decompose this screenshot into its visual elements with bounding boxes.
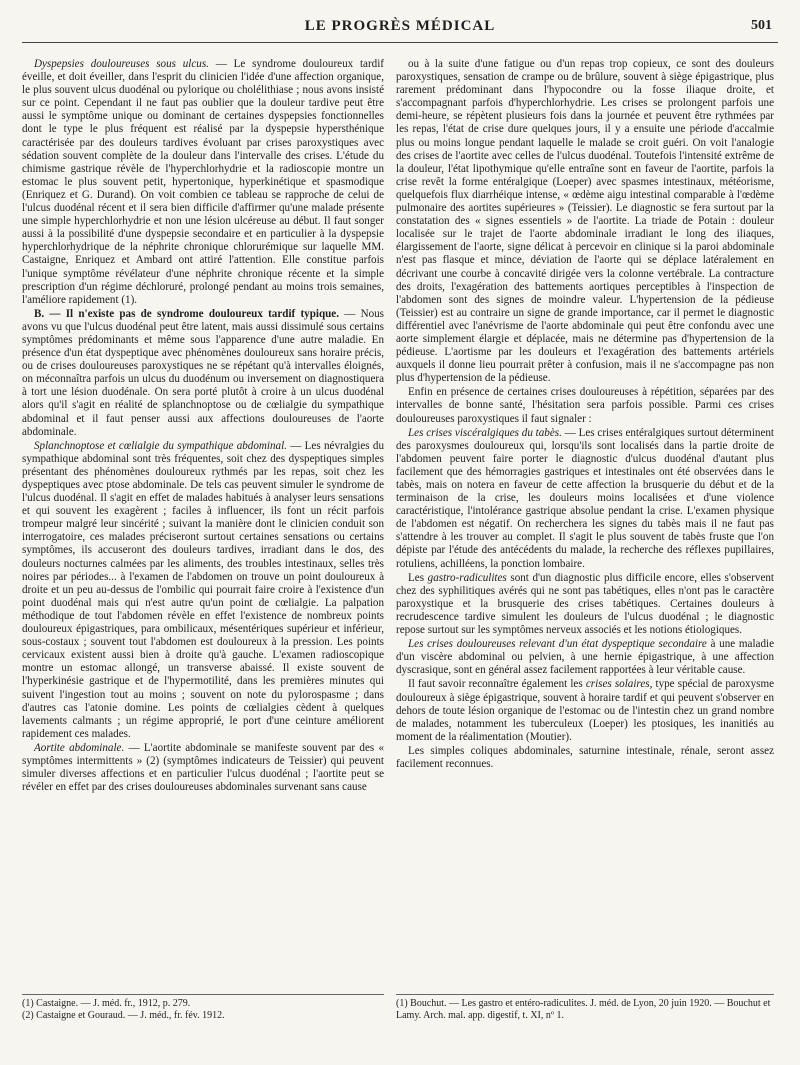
paragraph-text: — Le syndrome douloureux tardif éveille, et doit éveiller, dans l'esprit du clinicien l'idée d'une affection organique, le plus souvent ulcus duodénal ou pylorique ou cholélithiase ; nous avons insisté sur ce point. Cependant il ne faut pas oublier que la douleur tardive peut être aussi le symptôme unique ou dominant de certaines dyspepsies fonctionnelles dont le type le plus fréquent est réalisé par la dyspepsie hypersthénique caractérisée par des douleurs tardives évoluant par crises paroxystiques avec sédation souvent complète de la douleur dans l'intervalle des crises. L'étude du chimisme gastrique révèle de l'hyperchlorhydrie et la radioscopie montre un estomac le plus souvent petit, hypertonique, hyperkinétique et spasmodique (Enriquez et G. Durand). On voit combien ce tableau se rapproche de celui de l'ulcus duodénal récent et il sera bien difficile d'affirmer qu'une malade présente une simple hyperchlorhydrie et non une lésion ulcéreuse au début. Il faut songer aussi à la possibilité d'une dyspepsie secondaire et en particulier à la dyspepsie hyperchlorhydrique de la néphrite chronique chlorurémique sur laquelle MM. Castaigne, Enriquez et Ambard ont attiré l'attention. Elle constitue parfois l'unique symptôme révélateur d'une néphrite chronique récente et la simple prescription d'un régime déchloruré, prolongé pendant au moins trois semaines, l'améliore rapidement (1).: [22, 58, 384, 306]
paragraph: [22, 308, 384, 439]
footnote-rule-right: [396, 994, 774, 995]
italic-lead: gastro-radiculites: [427, 571, 507, 584]
paragraph-text: Les simples coliques abdominales, saturnine intestinale, rénale, seront assez facilement reconnues.: [396, 744, 774, 770]
paragraph-text: type spécial de paroxysme douloureux à siège épigastrique, souvent à horaire tardif et qui peuvent s'observer en dehors de toute lésion organique de l'estomac ou de l'intestin chez un grand nombre de malades, notamment les tuberculeux (Loeper) les ptosiques, les inanitiés au moment de la réalimentation (Moutier).: [396, 678, 774, 743]
footnote: (1) Bouchut. — Les gastro et entéro-radiculites. J. méd. de Lyon, 20 juin 1920. — Bouchut et Lamy. Arch. mal. app. digestif, t. XI, nº 1.: [396, 998, 771, 1021]
italic-lead: Splanchnoptose et cœlialgie du sympathique abdominal.: [34, 439, 287, 452]
paragraph-text: sont d'un diagnostic plus difficile encore, elles s'observent chez des syphilitiques avérés qui ne sont pas tabétiques, elles n'ont pas le caractère paroxystique et la brusquerie des crises tabétiques. Certaines douleurs à recrudescence tardive simulent les douleurs de l'ulcus duodénal ; le diagnostic repose surtout sur les symptômes nerveux associés et les notions étiologiques.: [396, 571, 775, 637]
left-column: [22, 58, 384, 795]
paragraph: [22, 440, 384, 741]
right-column: [396, 58, 774, 772]
running-title: LE PROGRÈS MÉDICAL: [304, 18, 496, 34]
paragraph-text: — Les crises entéralgiques surtout déterminent des paroxysmes douloureux qui, lorsqu'ils sont localisés dans la partie droite de l'abdomen peuvent faire porter le diagnostic d'ulcus duodénal d'autant plus facilement que des hémorragies gastriques et intestinales ont été observées dans le tabès, mais on notera en faveur de cette affection la brusquerie du début et de la terminaison de la crise, les douleurs moins localisées et d'une violence caractéristique, l'intolérance gastrique absolue pendant la crise. L'examen physique de l'abdomen est négatif. On recherchera les signes du tabès mais il ne faut pas s'attendre à les trouver au complet. Il s'agit le plus souvent de tabès fruste que l'on dépiste par l'étude des antécédents du malade, la recherche des réflexes pupillaires, rotuliens, achilléens, la ponction lombaire.: [396, 426, 774, 570]
section-heading: B. — Il n'existe pas de syndrome douloureux tardif typique.: [34, 307, 339, 320]
page-header: [0, 18, 800, 40]
page-number: 501: [751, 18, 772, 33]
footnote: (1) Castaigne. — J. méd. fr., 1912, p. 279.: [22, 998, 191, 1009]
footnotes-left: [22, 998, 384, 1022]
paragraph: [396, 58, 774, 385]
footnote-rule-left: [22, 994, 384, 995]
paragraph: [396, 745, 774, 771]
italic-lead: Aortite abdominale.: [34, 741, 125, 754]
paragraph-text: à une maladie d'un viscère abdominal ou pelvien, à une hernie épigastrique, à une affection dyscrasique, sont en général assez facilement rapportées à leur véritable cause.: [396, 638, 775, 677]
paragraph: [396, 638, 774, 677]
footnotes-right: [396, 998, 774, 1022]
paragraph: [396, 678, 774, 743]
paragraph-text: — Les névralgies du sympathique abdominal sont très fréquentes, soit chez des dyspeptiques simples présentant des phénomènes douloureux rythmés par les repas, soit chez les dyspeptiques avec ptose abdominale. De tels cas peuvent simuler le syndrome de l'ulcus duodénal. Il s'agit en effet de malades habitués à analyser leurs sensations et qui souvent les exagèrent ; faciles à influencer, ils font un récit parfois trompeur malgré leur sincérité ; suivant la manière dont le clinicien conduit son interrogatoire, ces malades préciseront surtout certaines sensations ou certains symptômes, ils accuseront des douleurs tardives, irradiant dans le dos, des douleurs nocturnes calmées par les aliments, des troubles intestinaux, selles très noires par périodes... à l'examen de l'abdomen on trouve un point douloureux à droite et un peu au-dessus de l'ombilic qui pourrait faire croire à l'existence d'un point duodénal mais qui n'est autre qu'un point de cœlialgie. La palpation méthodique de tout l'abdomen révèle en effet l'existence de nombreux points douloureux épigastriques, para ombilicaux, mésentériques supérieur et inférieur, sous-costaux ; souvent tout l'abdomen est douloureux à la pression. Les points cervicaux existent aussi bien à droite qu'à gauche. L'examen radioscopique montre un estomac allongé, un transverse abaissé. Il existe souvent de l'hyperkinésie gastrique et de l'hypermotilité, dans les premières minutes qui suivent l'ingestion tout au moins ; souvent on note du pylorospasme ; dans d'autres cas l'atonie domine. Les points de cœlialgies cèdent à quelques lavements calmants ; un régime approprié, le port d'une ceinture améliorent rapidement ces malades.: [22, 439, 384, 740]
paragraph: [22, 58, 384, 307]
paragraph-text: — Nous avons vu que l'ulcus duodénal peut être latent, mais aussi dissimulé sous certains symptômes prédominants et même sous l'apparence d'une autre maladie. En présence d'un état dyspeptique avec phénomènes douloureux sans horaire précis, ou de crises douloureuses paroxystiques ne se répétant qu'à intervalles éloignés, on méconnaîtra parfois un ulcus du duodénum ou inversement on diagnostiquera à tort une lésion duodénale. On sera porté plutôt à croire à un ulcus duodénal alors qu'il s'agit en réalité de splanchnoptose ou de cœlialgie du sympathique abdominal et il faut penser aussi aux affections douloureuses de l'aorte abdominale.: [22, 307, 384, 438]
italic-lead: Dyspepsies douloureuses sous ulcus.: [34, 58, 209, 70]
paragraph: [396, 572, 774, 637]
paragraph: [22, 742, 384, 794]
paragraph-text: Enfin en présence de certaines crises douloureuses à répétition, séparées par des intervalles de bonne santé, l'hésitation sera parfois possible. Parmi ces crises douloureuses paroxystiques il faut signaler :: [396, 386, 774, 425]
paragraph: [396, 386, 774, 425]
header-rule: [22, 42, 778, 43]
paragraph-pre: Il faut savoir reconnaître également les: [408, 678, 586, 691]
paragraph: [396, 427, 774, 571]
paragraph-text: ou à la suite d'une fatigue ou d'un repas trop copieux, ce sont des douleurs paroxystiques, sensation de crampe ou de brûlure, souvent à siège épigastrique, plus rarement prédominant dans l'hypocondre ou la fosse iliaque droite, et s'accompagnant parfois d'hyperchlorhydrie. Les crises se prolongent parfois une demi-heure, se répètent plusieurs fois dans la journée et peuvent être rythmées par les repas, l'état de crise dure quelques jours, il y a ensuite une période d'accalmie plus ou moins longue pendant laquelle le malade se croit guéri. On voit l'analogie des crises de l'aortite avec celles de l'ulcus duodénal. Toutefois l'intensité extrême de la douleur, l'état lipothymique qu'elle entraîne sont en faveur de l'aortite, parfois la crise revêt la forme entéralgique (Loeper) avec spasmes intestinaux, météorisme, quelquefois flux diarrhéique intense, « œdème aigu intestinal comparable à l'œdème pulmonaire des aortites supérieures » (Teissier). Le diagnostic se fera surtout par la constatation des « signes essentiels » de l'aortite. La triade de Potain : douleur localisée sur le trajet de l'aorte abdominale irradiant le long des iliaques, élargissement de l'aorte, signe délicat à percevoir en clinique si la paroi abdominale n'est pas flasque et mince, déviation de l'aorte qui se déplace latéralement en décrivant une courbe à concavité dirigée vers la colonne vertébrale. La contracture des droits, l'exagération des battements aortiques perceptibles à l'inspection de l'abdomen sont des signes de moindre valeur. L'hypertension de la pédieuse (Teissier) est au contraire un signe de grande importance, car il permet le diagnostic différentiel avec l'anévrisme de l'aorte abdominale qui peut être confondu avec une aorte simplement élargie et déplacée, mais ne détermine pas d'hypertension de la pédieuse. L'aortisme par les douleurs et l'exagération des battements artériels auxquels il donne lieu pourrait prêter à confusion, mais il ne s'accompagne pas non plus d'hypertension de la pédieuse.: [396, 58, 774, 385]
italic-lead: Les crises viscéralgiques du tabès.: [408, 426, 562, 439]
paragraph-pre: Les: [408, 571, 428, 584]
italic-lead: crises solaires,: [585, 678, 653, 691]
footnote: (2) Castaigne et Gouraud. — J. méd., fr. fév. 1912.: [22, 1010, 225, 1021]
italic-lead: Les crises douloureuses relevant d'un état dyspeptique secondaire: [408, 638, 707, 651]
paragraph-text: — L'aortite abdominale se manifeste souvent par des « symptômes intermittents » (2) (symptômes indicateurs de Teissier) qui peuvent simuler diverses affections et en particulier l'ulcus duodénal ; l'aortite peut se révéler en effet par des crises douloureuses abdominales survenant sans cause: [22, 741, 385, 794]
